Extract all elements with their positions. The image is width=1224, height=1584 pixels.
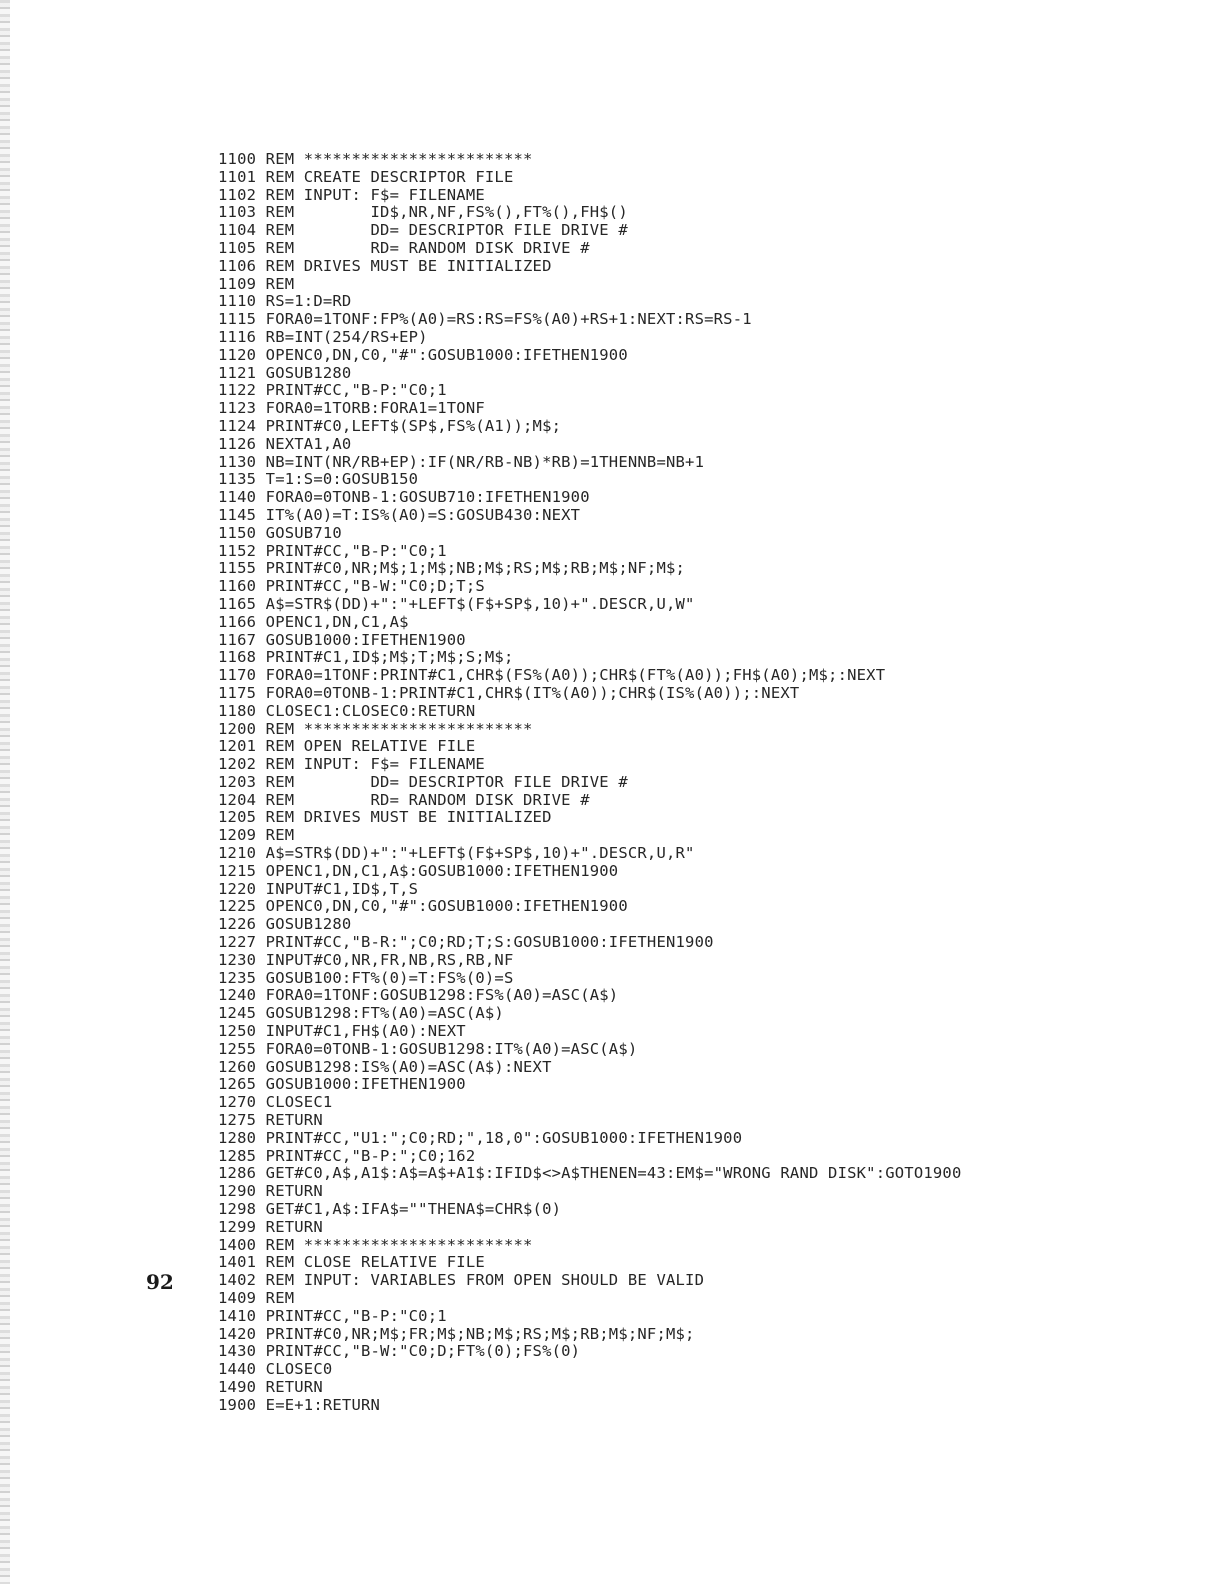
code-line: 1106 REM DRIVES MUST BE INITIALIZED	[218, 256, 552, 275]
code-line: 1152 PRINT#CC,"B-P:"C0;1	[218, 541, 447, 560]
code-line: 1121 GOSUB1280	[218, 363, 352, 382]
code-line: 1165 A$=STR$(DD)+":"+LEFT$(F$+SP$,10)+".DESCR,U,W"	[218, 594, 695, 613]
code-line: 1298 GET#C1,A$:IFA$=""THENA$=CHR$(0)	[218, 1200, 562, 1219]
code-line: 1130 NB=INT(NR/RB+EP):IF(NR/RB-NB)*RB)=1THENNB=NB+1	[218, 452, 705, 471]
code-line: 1209 REM	[218, 826, 295, 845]
code-line: 1160 PRINT#CC,"B-W:"C0;D;T;S	[218, 577, 485, 596]
code-line: 1122 PRINT#CC,"B-P:"C0;1	[218, 381, 447, 400]
code-line: 1102 REM INPUT: F$= FILENAME	[218, 185, 485, 204]
code-line: 1200 REM ************************	[218, 719, 533, 738]
code-line: 1180 CLOSEC1:CLOSEC0:RETURN	[218, 701, 476, 720]
code-line: 1175 FORA0=0TONB-1:PRINT#C1,CHR$(IT%(A0));CHR$(IS%(A0));:NEXT	[218, 683, 800, 702]
code-line: 1109 REM	[218, 274, 295, 293]
code-line: 1155 PRINT#C0,NR;M$;1;M$;NB;M$;RS;M$;RB;M$;NF;M$;	[218, 559, 686, 578]
code-line: 1240 FORA0=1TONF:GOSUB1298:FS%(A0)=ASC(A$)	[218, 986, 619, 1005]
code-line: 1135 T=1:S=0:GOSUB150	[218, 470, 419, 489]
code-line: 1220 INPUT#C1,ID$,T,S	[218, 879, 419, 898]
code-line: 1226 GOSUB1280	[218, 915, 352, 934]
code-line: 1115 FORA0=1TONF:FP%(A0)=RS:RS=FS%(A0)+RS+1:NEXT:RS=RS-1	[218, 310, 752, 329]
code-line: 1167 GOSUB1000:IFETHEN1900	[218, 630, 466, 649]
code-line: 1265 GOSUB1000:IFETHEN1900	[218, 1075, 466, 1094]
code-line: 1230 INPUT#C0,NR,FR,NB,RS,RB,NF	[218, 950, 514, 969]
code-line: 1103 REM ID$,NR,NF,FS%(),FT%(),FH$()	[218, 203, 628, 222]
code-line: 1900 E=E+1:RETURN	[218, 1395, 381, 1414]
code-line: 1150 GOSUB710	[218, 523, 342, 542]
code-line: 1260 GOSUB1298:IS%(A0)=ASC(A$):NEXT	[218, 1057, 552, 1076]
binding-edge	[0, 0, 10, 1584]
basic-code-listing	[218, 151, 961, 1415]
code-line: 1235 GOSUB100:FT%(0)=T:FS%(0)=S	[218, 968, 514, 987]
code-line: 1215 OPENC1,DN,C1,A$:GOSUB1000:IFETHEN1900	[218, 861, 619, 880]
code-line: 1430 PRINT#CC,"B-W:"C0;D;FT%(0);FS%(0)	[218, 1342, 581, 1361]
code-line: 1145 IT%(A0)=T:IS%(A0)=S:GOSUB430:NEXT	[218, 505, 581, 524]
code-line: 1123 FORA0=1TORB:FORA1=1TONF	[218, 399, 485, 418]
code-line: 1409 REM	[218, 1289, 295, 1307]
code-line: 1402 REM INPUT: VARIABLES FROM OPEN SHOULD BE VALID	[218, 1271, 705, 1290]
code-line: 1225 OPENC0,DN,C0,"#":GOSUB1000:IFETHEN1900	[218, 897, 628, 916]
code-line: 1116 RB=INT(254/RS+EP)	[218, 327, 428, 346]
code-line: 1227 PRINT#CC,"B-R:";C0;RD;T;S:GOSUB1000:IFETHEN1900	[218, 933, 714, 952]
code-line: 1204 REM RD= RANDOM DISK DRIVE #	[218, 790, 590, 809]
code-line: 1285 PRINT#CC,"B-P:";C0;162	[218, 1146, 476, 1165]
code-line: 1401 REM CLOSE RELATIVE FILE	[218, 1253, 485, 1272]
code-line: 1205 REM DRIVES MUST BE INITIALIZED	[218, 808, 552, 827]
code-line: 1255 FORA0=0TONB-1:GOSUB1298:IT%(A0)=ASC(A$)	[218, 1039, 638, 1058]
code-line: 1420 PRINT#C0,NR;M$;FR;M$;NB;M$;RS;M$;RB;M$;NF;M$;	[218, 1324, 695, 1343]
code-line: 1105 REM RD= RANDOM DISK DRIVE #	[218, 238, 590, 257]
code-line: 1166 OPENC1,DN,C1,A$	[218, 612, 409, 631]
code-line: 1104 REM DD= DESCRIPTOR FILE DRIVE #	[218, 221, 628, 240]
code-line: 1440 CLOSEC0	[218, 1360, 333, 1379]
code-line: 1140 FORA0=0TONB-1:GOSUB710:IFETHEN1900	[218, 488, 590, 507]
code-line: 1270 CLOSEC1	[218, 1093, 333, 1112]
code-line: 1170 FORA0=1TONF:PRINT#C1,CHR$(FS%(A0));CHR$(FT%(A0));FH$(A0);M$;:NEXT	[218, 666, 886, 685]
code-line: 1120 OPENC0,DN,C0,"#":GOSUB1000:IFETHEN1900	[218, 345, 628, 364]
code-line: 1126 NEXTA1,A0	[218, 434, 352, 453]
code-line: 1280 PRINT#CC,"U1:";C0;RD;",18,0":GOSUB1000:IFETHEN1900	[218, 1128, 743, 1147]
code-line: 1490 RETURN	[218, 1377, 323, 1396]
code-line: 1410 PRINT#CC,"B-P:"C0;1	[218, 1306, 447, 1325]
code-line: 1110 RS=1:D=RD	[218, 292, 352, 311]
code-line: 1100 REM ************************	[218, 150, 533, 168]
code-line: 1124 PRINT#C0,LEFT$(SP$,FS%(A1));M$;	[218, 416, 562, 435]
code-line: 1202 REM INPUT: F$= FILENAME	[218, 755, 485, 774]
code-line: 1201 REM OPEN RELATIVE FILE	[218, 737, 476, 756]
code-line: 1275 RETURN	[218, 1111, 323, 1130]
page-number: 92	[146, 1270, 174, 1294]
code-line: 1168 PRINT#C1,ID$;M$;T;M$;S;M$;	[218, 648, 514, 667]
code-line: 1286 GET#C0,A$,A1$:A$=A$+A1$:IFID$<>A$THENEN=43:EM$="WRONG RAND DISK":GOTO1900	[218, 1164, 962, 1183]
code-line: 1299 RETURN	[218, 1217, 323, 1236]
code-line: 1203 REM DD= DESCRIPTOR FILE DRIVE #	[218, 772, 628, 791]
code-line: 1210 A$=STR$(DD)+":"+LEFT$(F$+SP$,10)+".DESCR,U,R"	[218, 844, 695, 863]
code-line: 1101 REM CREATE DESCRIPTOR FILE	[218, 167, 514, 186]
code-line: 1250 INPUT#C1,FH$(A0):NEXT	[218, 1022, 466, 1041]
code-line: 1400 REM ************************	[218, 1235, 533, 1254]
code-line: 1245 GOSUB1298:FT%(A0)=ASC(A$)	[218, 1004, 504, 1023]
code-line: 1290 RETURN	[218, 1182, 323, 1201]
